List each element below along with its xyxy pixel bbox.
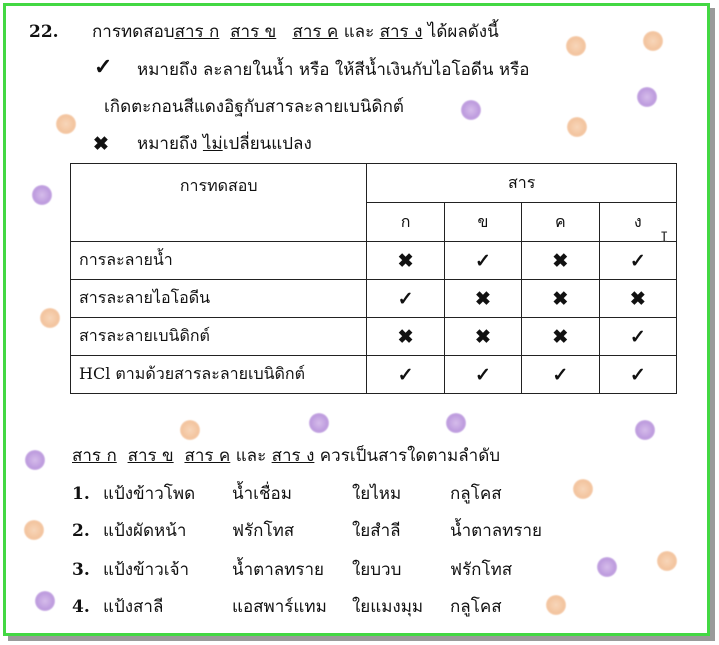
substance-d: สาร ง: [379, 22, 423, 42]
choice-item: ฟรักโทส: [450, 560, 513, 580]
prompt-and-word: และ: [235, 446, 267, 466]
and-word: และ: [343, 22, 375, 42]
table-row: [71, 318, 677, 356]
row-name: สารละลายไอโอดีน: [71, 280, 367, 318]
decor-dot: [635, 420, 655, 440]
intro-suffix: ได้ผลดังนี้: [427, 22, 499, 42]
header-substance: สาร: [367, 164, 677, 203]
decor-dot: [35, 591, 55, 611]
prompt-substance-b: สาร ข: [127, 446, 174, 466]
choice-item: แป้งผัดหน้า: [103, 521, 187, 541]
result-cell: ✓: [599, 242, 676, 280]
choice-item: ใยไหม: [352, 484, 402, 504]
result-cell: ✓: [599, 356, 676, 394]
legend-check-text-1: หมายถึง ละลายในน้ำ หรือ ให้สีน้ำเงินกับไอโอดีน หรือ: [137, 60, 530, 80]
decor-dot: [597, 557, 617, 577]
choice-item: ใยสำลี: [352, 521, 401, 541]
cross-mark-icon: ✖: [93, 133, 109, 155]
choice-item: น้ำตาลทราย: [450, 521, 543, 541]
decor-dot: [461, 100, 481, 120]
decor-dot: [180, 420, 200, 440]
result-cell: ✖: [367, 318, 444, 356]
results-table: [70, 163, 677, 394]
cross-suffix: เปลี่ยนแปลง: [222, 134, 312, 154]
question-prompt: [72, 445, 500, 467]
result-cell: ✖: [599, 280, 676, 318]
header-test: การทดสอบ: [71, 164, 367, 242]
choice-item: แป้งข้าวโพด: [103, 484, 196, 504]
row-name: สารละลายเบนิดิกต์: [71, 318, 367, 356]
decor-dot: [657, 551, 677, 571]
decor-dot: [637, 87, 657, 107]
frame-shadow-bottom: [8, 636, 715, 641]
substance-c: สาร ค: [292, 22, 339, 42]
row-name: HCl ตามด้วยสารละลายเบนิดิกต์: [71, 356, 367, 394]
choice-number: 4.: [72, 597, 90, 617]
question-number: 22.: [29, 22, 59, 42]
choice-item: กลูโคส: [450, 597, 502, 617]
decor-dot: [643, 31, 663, 51]
result-cell: ✖: [522, 318, 599, 356]
column-header: ข: [444, 203, 521, 242]
decor-dot: [25, 450, 45, 470]
prompt-substance-a: สาร ก: [72, 446, 117, 466]
cross-underlined: ไม่: [202, 134, 223, 154]
table-row: [71, 280, 677, 318]
choice-item: แอสพาร์แทม: [232, 597, 327, 617]
check-mark-icon: ✓: [94, 54, 113, 80]
table-header-row: [71, 164, 677, 203]
result-cell: ✓: [599, 318, 676, 356]
choice-item: กลูโคส: [450, 484, 502, 504]
table-row: [71, 356, 677, 394]
result-cell: ✓: [522, 356, 599, 394]
decor-dot: [446, 413, 466, 433]
result-cell: ✖: [444, 280, 521, 318]
decor-dot: [24, 520, 44, 540]
result-cell: ✖: [522, 242, 599, 280]
result-cell: ✓: [444, 242, 521, 280]
choice-number: 3.: [72, 560, 90, 580]
column-header: ก: [367, 203, 444, 242]
cross-prefix: หมายถึง: [137, 134, 203, 154]
legend-cross-text: [137, 133, 312, 155]
prompt-substance-c: สาร ค: [184, 446, 231, 466]
choice-item: น้ำเชื่อม: [232, 484, 292, 504]
row-name: การละลายน้ำ: [71, 242, 367, 280]
result-cell: ✖: [367, 242, 444, 280]
decor-dot: [573, 479, 593, 499]
choice-item: แป้งข้าวเจ้า: [103, 560, 190, 580]
choice-item: น้ำตาลทราย: [232, 560, 325, 580]
substance-a: สาร ก: [174, 22, 220, 42]
substance-b: สาร ข: [230, 22, 277, 42]
intro-prefix: การทดสอบ: [92, 22, 175, 42]
result-cell: ✓: [444, 356, 521, 394]
decor-dot: [32, 185, 52, 205]
decor-dot: [56, 114, 76, 134]
result-cell: ✓: [367, 356, 444, 394]
decor-dot: [309, 413, 329, 433]
decor-dot: [567, 117, 587, 137]
decor-dot: [40, 308, 60, 328]
choice-item: ใยบวบ: [352, 560, 402, 580]
frame-shadow-right: [710, 8, 715, 640]
choice-number: 1.: [72, 484, 90, 504]
result-cell: ✖: [444, 318, 521, 356]
choice-item: แป้งสาลี: [103, 597, 164, 617]
prompt-suffix: ควรเป็นสารใดตามลำดับ: [319, 446, 501, 466]
choice-item: ใยแมงมุม: [352, 597, 424, 617]
choice-item: ฟรักโทส: [232, 521, 295, 541]
prompt-substance-d: สาร ง: [271, 446, 315, 466]
table-row: [71, 242, 677, 280]
decor-dot: [546, 595, 566, 615]
result-cell: ✓: [367, 280, 444, 318]
legend-check-text-2: เกิดตะกอนสีแดงอิฐกับสารละลายเบนิดิกต์: [104, 97, 404, 117]
text-cursor-icon: I: [660, 230, 669, 246]
column-header: ง: [599, 203, 676, 242]
choice-number: 2.: [72, 521, 90, 541]
decor-dot: [566, 36, 586, 56]
column-header: ค: [522, 203, 599, 242]
result-cell: ✖: [522, 280, 599, 318]
question-intro: [92, 21, 499, 43]
